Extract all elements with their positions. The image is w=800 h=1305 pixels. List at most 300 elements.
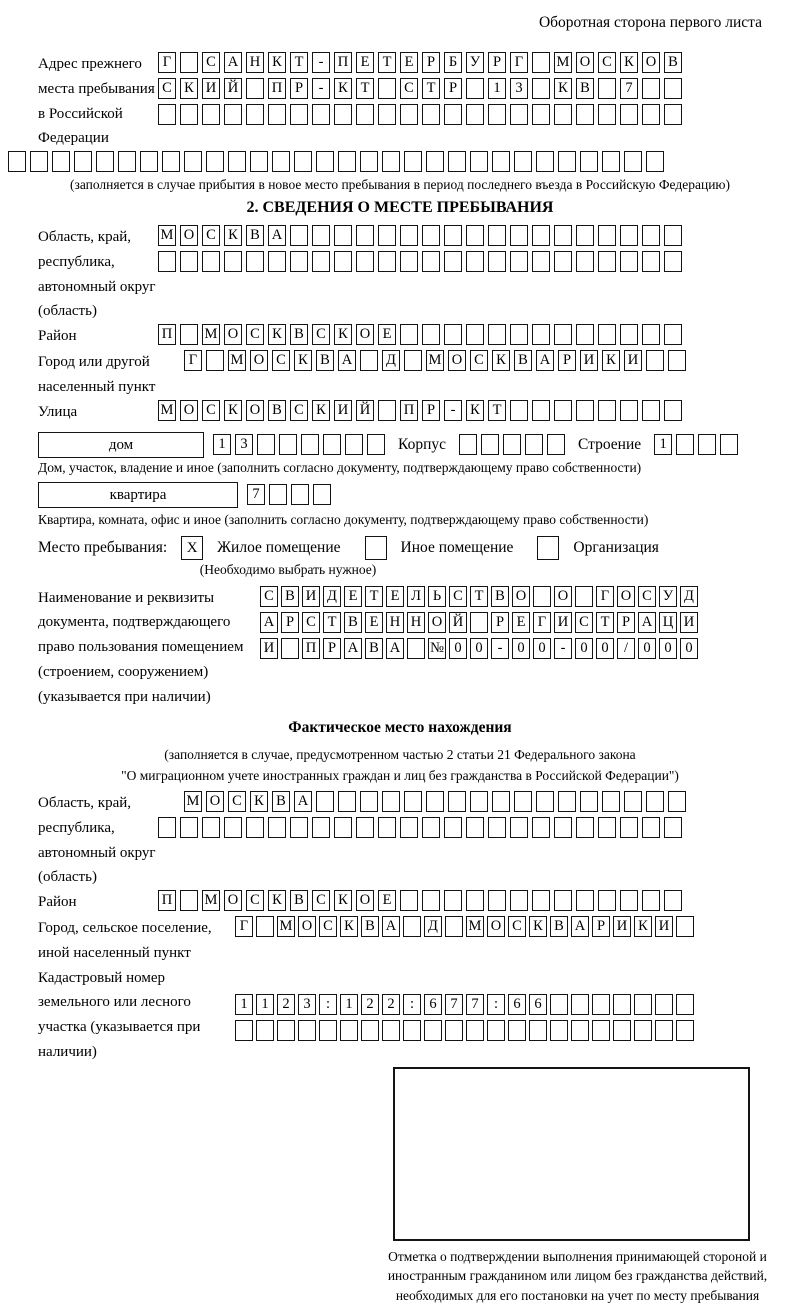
actual-city-field xyxy=(8,916,792,966)
char-cell xyxy=(664,251,682,272)
char-cell xyxy=(319,1020,337,1041)
char-cell: - xyxy=(444,400,462,421)
street-label: Улица xyxy=(38,403,78,420)
char-cell: В xyxy=(316,350,334,371)
char-cell: Й xyxy=(224,78,242,99)
char-cell xyxy=(466,1020,484,1041)
char-cell xyxy=(532,324,550,345)
char-cell xyxy=(338,791,356,812)
char-cell: Д xyxy=(424,916,442,937)
region-rows xyxy=(158,225,792,277)
char-cell: 7 xyxy=(466,994,484,1015)
char-cell xyxy=(492,791,510,812)
stay-type-checkbox-residential xyxy=(181,536,203,560)
char-row xyxy=(158,225,792,246)
char-cell: В xyxy=(514,350,532,371)
char-cell xyxy=(290,225,308,246)
city-label: Город или другой населенный пункт xyxy=(38,354,156,395)
char-cell xyxy=(445,1020,463,1041)
char-cell: К xyxy=(268,52,286,73)
char-cell: В xyxy=(290,890,308,911)
char-cell: С xyxy=(202,400,220,421)
char-cell: О xyxy=(448,350,466,371)
char-cell: Т xyxy=(596,612,614,633)
char-cell: Н xyxy=(386,612,404,633)
char-row xyxy=(184,791,792,812)
char-cell xyxy=(316,791,334,812)
char-cell: Р xyxy=(444,78,462,99)
char-cell: Р xyxy=(323,638,341,659)
char-cell xyxy=(459,434,477,455)
char-cell: К xyxy=(224,225,242,246)
actual-region-label: Область, край, республика, автономный округ (область) xyxy=(38,795,156,886)
char-cell xyxy=(202,104,220,125)
char-cell: Р xyxy=(422,400,440,421)
char-cell xyxy=(360,151,378,172)
char-cell xyxy=(620,225,638,246)
char-cell xyxy=(403,1020,421,1041)
char-cell xyxy=(613,1020,631,1041)
char-cell: М xyxy=(228,350,246,371)
char-cell xyxy=(642,400,660,421)
char-cell xyxy=(323,434,341,455)
char-cell xyxy=(466,817,484,838)
char-cell xyxy=(422,251,440,272)
char-cell xyxy=(378,78,396,99)
char-cell: Т xyxy=(488,400,506,421)
char-cell xyxy=(290,251,308,272)
char-cell xyxy=(382,791,400,812)
char-cell: Д xyxy=(323,586,341,607)
char-cell: С xyxy=(598,52,616,73)
char-cell xyxy=(620,104,638,125)
house-row xyxy=(8,432,792,458)
char-cell: П xyxy=(334,52,352,73)
korpus-row xyxy=(459,434,565,455)
char-cell xyxy=(444,225,462,246)
char-cell xyxy=(180,817,198,838)
char-cell: О xyxy=(617,586,635,607)
char-cell xyxy=(224,104,242,125)
char-cell xyxy=(532,104,550,125)
char-cell xyxy=(444,890,462,911)
char-cell xyxy=(277,1020,295,1041)
char-cell: 3 xyxy=(298,994,316,1015)
char-cell xyxy=(510,324,528,345)
prev-address-field xyxy=(8,52,792,151)
char-cell xyxy=(508,1020,526,1041)
char-cell xyxy=(466,78,484,99)
char-cell: М xyxy=(554,52,572,73)
char-cell: К xyxy=(294,350,312,371)
char-cell xyxy=(676,916,694,937)
char-cell xyxy=(356,817,374,838)
char-cell xyxy=(514,151,532,172)
char-cell: 7 xyxy=(445,994,463,1015)
district-rows xyxy=(158,324,792,350)
char-cell: С xyxy=(449,586,467,607)
char-cell xyxy=(400,817,418,838)
char-cell: П xyxy=(158,890,176,911)
char-cell: И xyxy=(302,586,320,607)
char-cell: Д xyxy=(680,586,698,607)
char-cell xyxy=(158,104,176,125)
char-cell xyxy=(642,104,660,125)
char-cell xyxy=(510,400,528,421)
char-cell xyxy=(536,151,554,172)
char-cell: Е xyxy=(386,586,404,607)
apartment-row xyxy=(8,482,792,508)
street-field xyxy=(8,400,792,426)
char-cell xyxy=(642,78,660,99)
char-cell xyxy=(291,484,309,505)
char-cell xyxy=(646,350,664,371)
char-cell: М xyxy=(184,791,202,812)
char-cell: К xyxy=(250,791,268,812)
char-cell xyxy=(448,791,466,812)
char-cell xyxy=(492,151,510,172)
char-cell xyxy=(620,817,638,838)
char-cell xyxy=(422,225,440,246)
char-row xyxy=(235,1020,792,1041)
char-cell: К xyxy=(268,324,286,345)
char-cell xyxy=(360,350,378,371)
char-cell xyxy=(257,434,275,455)
apartment-word-box: квартира xyxy=(38,482,238,508)
char-cell: И xyxy=(202,78,220,99)
char-cell xyxy=(532,890,550,911)
char-cell: Т xyxy=(290,52,308,73)
char-cell xyxy=(338,151,356,172)
char-cell xyxy=(400,251,418,272)
char-cell xyxy=(400,890,418,911)
char-cell: И xyxy=(334,400,352,421)
char-cell xyxy=(510,817,528,838)
char-cell: К xyxy=(620,52,638,73)
char-cell: О xyxy=(298,916,316,937)
char-cell: М xyxy=(202,890,220,911)
char-cell xyxy=(74,151,92,172)
char-cell: Т xyxy=(378,52,396,73)
char-cell xyxy=(576,324,594,345)
char-cell xyxy=(602,151,620,172)
stay-type-note: (Необходимо выбрать нужное) xyxy=(199,561,377,577)
char-cell: А xyxy=(536,350,554,371)
char-cell xyxy=(554,225,572,246)
char-cell: О xyxy=(356,324,374,345)
char-cell: : xyxy=(403,994,421,1015)
char-cell: Г xyxy=(184,350,202,371)
char-cell xyxy=(334,104,352,125)
char-cell: Е xyxy=(512,612,530,633)
char-cell: 1 xyxy=(488,78,506,99)
char-row xyxy=(158,104,792,125)
document-label: Наименование и реквизиты документа, подтверждающего право пользования помещением (строением, сооружением) (указывается при наличии) xyxy=(38,589,244,705)
char-cell xyxy=(206,151,224,172)
char-cell xyxy=(642,817,660,838)
char-cell xyxy=(576,104,594,125)
char-cell xyxy=(378,400,396,421)
char-cell: 3 xyxy=(235,434,253,455)
district-field xyxy=(8,324,792,350)
stamp-area-box xyxy=(393,1067,750,1241)
house-note: Дом, участок, владение и иное (заполнить согласно документу, подтверждающему право собственности) xyxy=(38,459,642,475)
actual-location-title: Фактическое место нахождения xyxy=(288,719,512,737)
char-cell: 7 xyxy=(620,78,638,99)
char-cell: Т xyxy=(422,78,440,99)
char-cell xyxy=(676,434,694,455)
char-cell: У xyxy=(466,52,484,73)
char-cell: К xyxy=(312,400,330,421)
char-cell: Н xyxy=(246,52,264,73)
char-cell: К xyxy=(492,350,510,371)
char-cell: О xyxy=(206,791,224,812)
char-cell: - xyxy=(491,638,509,659)
char-cell: И xyxy=(554,612,572,633)
char-cell xyxy=(361,1020,379,1041)
char-cell: Е xyxy=(400,52,418,73)
char-cell: С xyxy=(638,586,656,607)
char-cell xyxy=(382,151,400,172)
char-cell xyxy=(202,817,220,838)
char-cell xyxy=(698,434,716,455)
char-cell xyxy=(624,151,642,172)
char-cell xyxy=(281,638,299,659)
char-cell: Р xyxy=(617,612,635,633)
char-cell: : xyxy=(319,994,337,1015)
char-cell: Р xyxy=(422,52,440,73)
char-cell: 0 xyxy=(596,638,614,659)
char-cell xyxy=(592,994,610,1015)
char-row xyxy=(260,612,792,633)
char-cell: Н xyxy=(407,612,425,633)
actual-region-rows xyxy=(158,791,792,843)
char-cell xyxy=(268,251,286,272)
char-cell xyxy=(547,434,565,455)
char-cell: К xyxy=(224,400,242,421)
char-cell xyxy=(598,104,616,125)
char-cell: А xyxy=(638,612,656,633)
char-cell xyxy=(444,251,462,272)
char-cell xyxy=(488,890,506,911)
city-rows xyxy=(158,350,792,376)
prev-address-rows xyxy=(158,52,792,130)
char-cell: С xyxy=(575,612,593,633)
char-cell xyxy=(533,586,551,607)
char-cell xyxy=(470,791,488,812)
char-cell xyxy=(642,225,660,246)
char-cell: 2 xyxy=(361,994,379,1015)
char-cell xyxy=(558,151,576,172)
char-cell xyxy=(466,890,484,911)
char-cell: 0 xyxy=(470,638,488,659)
char-cell: В xyxy=(361,916,379,937)
char-cell xyxy=(624,791,642,812)
char-cell: С xyxy=(312,890,330,911)
district-label: Район xyxy=(38,328,77,344)
char-cell xyxy=(576,890,594,911)
apartment-number-row xyxy=(247,484,331,505)
house-word-box: дом xyxy=(38,432,204,458)
char-cell: - xyxy=(554,638,572,659)
char-cell: П xyxy=(268,78,286,99)
stay-type-row xyxy=(8,536,792,560)
char-cell: И xyxy=(580,350,598,371)
char-cell xyxy=(646,151,664,172)
char-cell: 1 xyxy=(654,434,672,455)
char-cell xyxy=(532,400,550,421)
char-cell: А xyxy=(382,916,400,937)
char-cell xyxy=(378,251,396,272)
region-label: Область, край, республика, автономный округ (область) xyxy=(38,229,156,320)
char-cell: И xyxy=(260,638,278,659)
stroenie-label: Строение xyxy=(578,435,642,453)
char-cell xyxy=(400,324,418,345)
char-cell xyxy=(642,324,660,345)
actual-district-rows xyxy=(158,890,792,916)
char-cell xyxy=(118,151,136,172)
char-cell xyxy=(184,151,202,172)
char-cell: Т xyxy=(365,586,383,607)
char-cell: : xyxy=(487,994,505,1015)
section2-title: 2. СВЕДЕНИЯ О МЕСТЕ ПРЕБЫВАНИЯ xyxy=(246,199,554,216)
char-cell: Г xyxy=(533,612,551,633)
char-cell: Е xyxy=(365,612,383,633)
char-cell xyxy=(664,324,682,345)
char-row xyxy=(158,890,792,911)
char-cell xyxy=(228,151,246,172)
char-cell: К xyxy=(180,78,198,99)
char-cell xyxy=(334,251,352,272)
char-cell xyxy=(378,817,396,838)
char-cell: К xyxy=(634,916,652,937)
char-cell xyxy=(554,817,572,838)
char-cell xyxy=(664,400,682,421)
char-cell xyxy=(537,536,559,560)
char-cell: К xyxy=(529,916,547,937)
char-cell xyxy=(404,350,422,371)
char-cell xyxy=(470,151,488,172)
char-cell xyxy=(8,151,26,172)
char-cell xyxy=(400,225,418,246)
char-cell: М xyxy=(277,916,295,937)
char-cell xyxy=(554,324,572,345)
char-cell xyxy=(503,434,521,455)
char-cell: 3 xyxy=(510,78,528,99)
char-cell xyxy=(313,484,331,505)
char-cell xyxy=(340,1020,358,1041)
char-cell xyxy=(554,251,572,272)
actual-city-label: Город, сельское поселение, иной населенный пункт xyxy=(38,920,212,961)
char-cell xyxy=(312,104,330,125)
char-cell xyxy=(580,151,598,172)
char-cell xyxy=(575,586,593,607)
char-cell: О xyxy=(356,890,374,911)
char-cell xyxy=(620,890,638,911)
city-field xyxy=(8,350,792,400)
char-cell xyxy=(426,791,444,812)
char-cell: № xyxy=(428,638,446,659)
char-cell: Д xyxy=(382,350,400,371)
char-row xyxy=(184,350,792,371)
char-cell: О xyxy=(246,400,264,421)
cadastral-rows xyxy=(235,994,792,1046)
char-cell: Р xyxy=(281,612,299,633)
char-cell: Р xyxy=(491,612,509,633)
char-row xyxy=(260,586,792,607)
char-cell: 1 xyxy=(235,994,253,1015)
char-cell xyxy=(664,225,682,246)
char-cell xyxy=(466,225,484,246)
char-cell xyxy=(96,151,114,172)
char-cell xyxy=(642,251,660,272)
char-cell: К xyxy=(334,890,352,911)
char-cell xyxy=(422,104,440,125)
char-cell: О xyxy=(487,916,505,937)
char-cell: О xyxy=(224,324,242,345)
char-cell: / xyxy=(617,638,635,659)
char-cell xyxy=(180,890,198,911)
char-cell xyxy=(356,251,374,272)
char-cell: М xyxy=(158,225,176,246)
char-cell: 0 xyxy=(449,638,467,659)
char-row xyxy=(158,817,792,838)
char-cell xyxy=(466,324,484,345)
char-cell: Р xyxy=(290,78,308,99)
char-cell: В xyxy=(576,78,594,99)
char-cell: Р xyxy=(558,350,576,371)
char-cell xyxy=(180,104,198,125)
char-cell xyxy=(316,151,334,172)
char-cell: С xyxy=(246,890,264,911)
char-cell xyxy=(598,817,616,838)
char-cell: О xyxy=(512,586,530,607)
char-row xyxy=(158,251,792,272)
char-cell: У xyxy=(659,586,677,607)
char-cell xyxy=(536,791,554,812)
char-cell: Г xyxy=(158,52,176,73)
char-row xyxy=(260,638,792,659)
char-cell xyxy=(444,817,462,838)
char-cell: Л xyxy=(407,586,425,607)
char-cell: А xyxy=(224,52,242,73)
char-cell xyxy=(301,434,319,455)
char-cell: Е xyxy=(356,52,374,73)
char-cell: 1 xyxy=(213,434,231,455)
char-cell xyxy=(592,1020,610,1041)
char-cell: О xyxy=(428,612,446,633)
char-cell: Г xyxy=(235,916,253,937)
char-cell xyxy=(407,638,425,659)
char-cell: В xyxy=(365,638,383,659)
char-cell: К xyxy=(554,78,572,99)
char-cell xyxy=(52,151,70,172)
prev-address-overflow-row xyxy=(8,151,792,172)
char-cell xyxy=(246,817,264,838)
char-cell xyxy=(571,994,589,1015)
char-cell: С xyxy=(312,324,330,345)
actual-location-note-line2: "О миграционном учете иностранных граждан и лиц без гражданства в Российской Федерации") xyxy=(121,768,679,784)
char-cell xyxy=(206,350,224,371)
char-cell: С xyxy=(400,78,418,99)
char-cell xyxy=(470,612,488,633)
char-cell xyxy=(571,1020,589,1041)
char-cell: А xyxy=(344,638,362,659)
char-cell xyxy=(158,251,176,272)
char-cell xyxy=(525,434,543,455)
char-cell: С xyxy=(202,225,220,246)
actual-location-note-line1: (заполняется в случае, предусмотренном частью 2 статьи 21 Федерального закона xyxy=(164,747,636,763)
